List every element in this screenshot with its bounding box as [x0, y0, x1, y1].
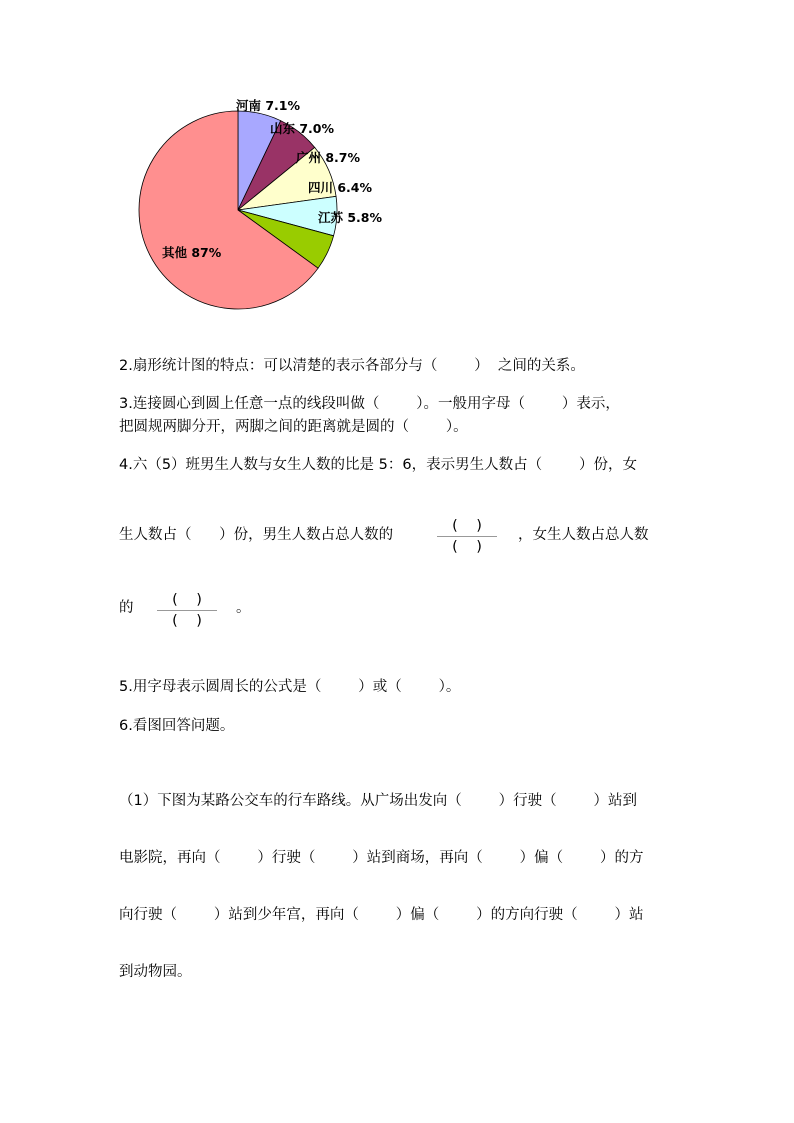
pie-label-0: 河南 7.1% [236, 98, 301, 113]
question-6: 6.看图回答问题。 [119, 718, 235, 734]
question-3-line-1: 3.连接圆心到圆上任意一点的线段叫做（ ）。一般用字母（ ）表示， [119, 396, 620, 412]
pie-label-1: 山东 7.0% [270, 121, 335, 136]
question-6-1-line-3: 向行驶（ ）站到少年宫，再向（ ）偏（ ）的方向行驶（ ）站 [119, 907, 644, 923]
question-4-line-2-a: 生人数占（ ）份，男生人数占总人数的 [119, 527, 394, 543]
question-6-1-line-4: 到动物园。 [119, 964, 192, 980]
question-6-1-line-1: （1）下图为某路公交车的行车路线。从广场出发向（ ）行驶（ ）站到 [119, 793, 637, 809]
question-2: 2.扇形统计图的特点：可以清楚的表示各部分与（ ） 之间的关系。 [119, 358, 585, 374]
pie-label-3: 四川 6.4% [308, 180, 373, 195]
fraction-girls-share [157, 591, 217, 630]
question-5: 5.用字母表示圆周长的公式是（ ）或（ ）。 [119, 679, 461, 695]
question-6-1-line-2: 电影院，再向（ ）行驶（ ）站到商场，再向（ ）偏（ ）的方 [119, 850, 644, 866]
pie-label-2: 广州 8.7% [296, 150, 361, 165]
fraction-numerator: ( ) [452, 518, 482, 534]
question-4-line-3-a: 的 [119, 600, 134, 616]
pie-label-5: 其他 87% [162, 245, 222, 260]
fraction-boys-share [437, 517, 497, 556]
question-3-line-2: 把圆规两脚分开，两脚之间的距离就是圆的（ ）。 [119, 419, 468, 435]
pie-chart [0, 0, 794, 340]
fraction-bar [437, 536, 497, 537]
fraction-denominator: ( ) [172, 613, 202, 629]
fraction-denominator: ( ) [452, 539, 482, 555]
fraction-numerator: ( ) [172, 592, 202, 608]
question-4-line-2-b: ，女生人数占总人数 [518, 527, 649, 543]
pie-label-4: 江苏 5.8% [318, 210, 383, 225]
question-4-line-3-b: 。 [236, 600, 251, 616]
question-4-line-1: 4.六（5）班男生人数与女生人数的比是 5：6，表示男生人数占（ ）份，女 [119, 457, 637, 473]
fraction-bar [157, 610, 217, 611]
